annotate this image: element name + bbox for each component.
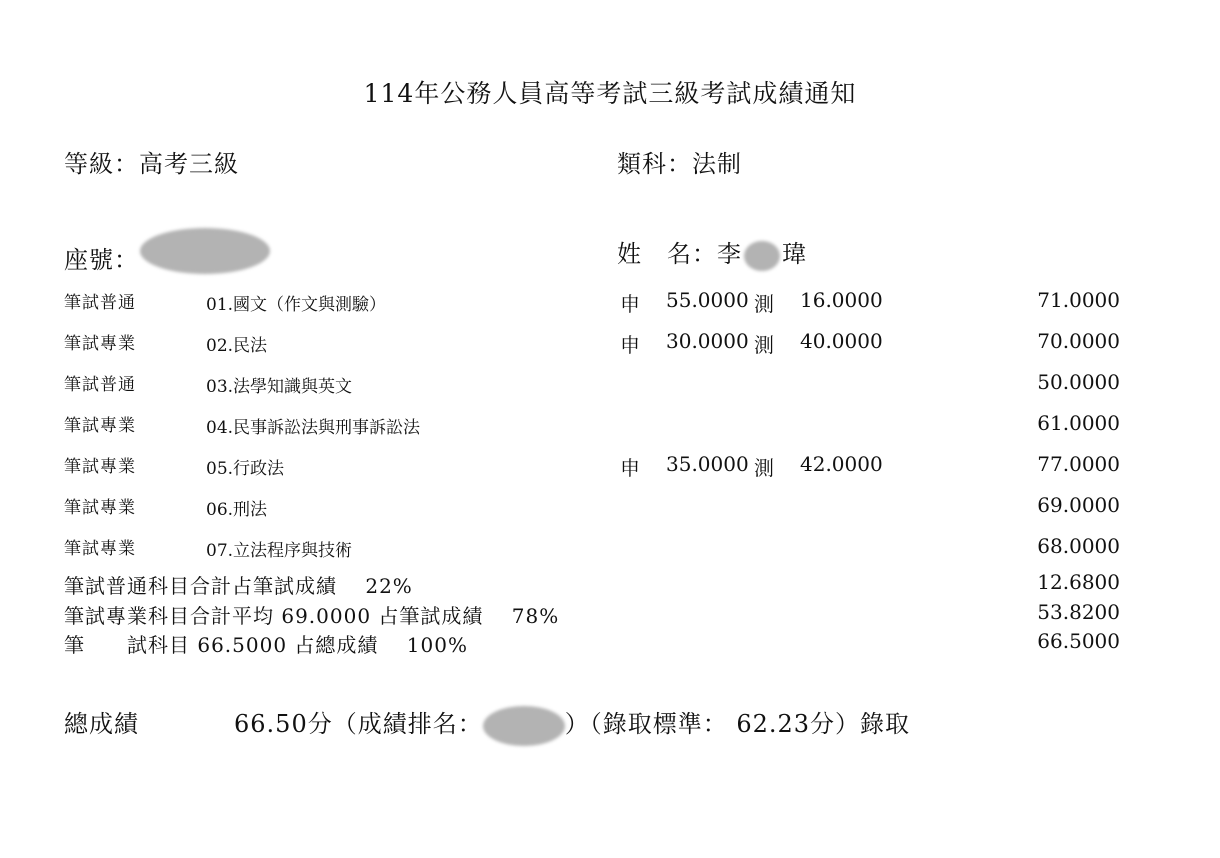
summary-text: 筆試普通科目合計占筆試成績 22% — [64, 574, 413, 598]
row-category: 筆試專業 — [64, 498, 136, 518]
summary-score: 53.8200 — [1037, 600, 1120, 624]
row-score: 69.0000 — [1037, 493, 1120, 517]
category-value: 法制 — [692, 150, 742, 178]
total-admission: ）（錄取標準： 62.23分）錄取 — [564, 710, 911, 738]
row-shen-score: 30.0000 — [666, 329, 749, 353]
row-ce-label: 測 — [754, 292, 774, 316]
row-ce-score: 40.0000 — [800, 329, 883, 353]
row-shen-score: 35.0000 — [666, 452, 749, 476]
total-line — [234, 704, 910, 746]
row-category: 筆試普通 — [64, 375, 136, 395]
row-category: 筆試專業 — [64, 539, 136, 559]
seat-field — [64, 240, 139, 275]
summary-score: 12.6800 — [1037, 570, 1120, 594]
name-label: 姓 名： — [617, 240, 717, 268]
row-shen-label: 申 — [620, 292, 640, 316]
row-shen-label: 申 — [620, 456, 640, 480]
row-shen-score: 55.0000 — [666, 288, 749, 312]
row-score: 77.0000 — [1037, 452, 1120, 476]
total-label: 總成績 — [64, 710, 139, 738]
category-label: 類科： — [617, 150, 692, 178]
total-value: 66.50分（成績排名： — [234, 710, 483, 738]
row-category: 筆試專業 — [64, 334, 136, 354]
level-label: 等級： — [64, 150, 139, 178]
row-subject: 03.法學知識與英文 — [206, 377, 353, 397]
row-subject: 07.立法程序與技術 — [206, 541, 353, 561]
row-score: 61.0000 — [1037, 411, 1120, 435]
row-subject: 06.刑法 — [206, 500, 268, 520]
summary-score: 66.5000 — [1037, 629, 1120, 653]
row-score: 68.0000 — [1037, 534, 1120, 558]
row-ce-score: 42.0000 — [800, 452, 883, 476]
row-ce-score: 16.0000 — [800, 288, 883, 312]
row-ce-label: 測 — [754, 456, 774, 480]
row-category: 筆試專業 — [64, 457, 136, 477]
row-score: 71.0000 — [1037, 288, 1120, 312]
row-score: 50.0000 — [1037, 370, 1120, 394]
row-subject: 04.民事訴訟法與刑事訴訟法 — [206, 418, 421, 438]
row-subject: 01.國文（作文與測驗） — [206, 295, 387, 315]
name-first-char: 李 — [717, 240, 742, 268]
row-shen-label: 申 — [620, 333, 640, 357]
row-category: 筆試專業 — [64, 416, 136, 436]
seat-number-redaction — [140, 228, 270, 274]
level-value: 高考三級 — [139, 150, 239, 178]
row-ce-label: 測 — [754, 333, 774, 357]
seat-label: 座號： — [64, 246, 139, 274]
name-field — [617, 234, 807, 271]
summary-text: 筆 試科目 66.5000 占總成績 100% — [64, 633, 468, 657]
row-category: 筆試普通 — [64, 293, 136, 313]
level-field — [64, 144, 239, 179]
rank-redaction — [483, 706, 565, 746]
row-subject: 02.民法 — [206, 336, 268, 356]
name-last-char: 瑋 — [782, 240, 807, 268]
category-field — [617, 144, 742, 179]
name-middle-redaction — [744, 241, 780, 271]
row-subject: 05.行政法 — [206, 459, 285, 479]
row-score: 70.0000 — [1037, 329, 1120, 353]
page-title: 114年公務人員高等考試三級考試成績通知 — [363, 79, 857, 108]
summary-text: 筆試專業科目合計平均 69.0000 占筆試成績 78% — [64, 604, 560, 628]
